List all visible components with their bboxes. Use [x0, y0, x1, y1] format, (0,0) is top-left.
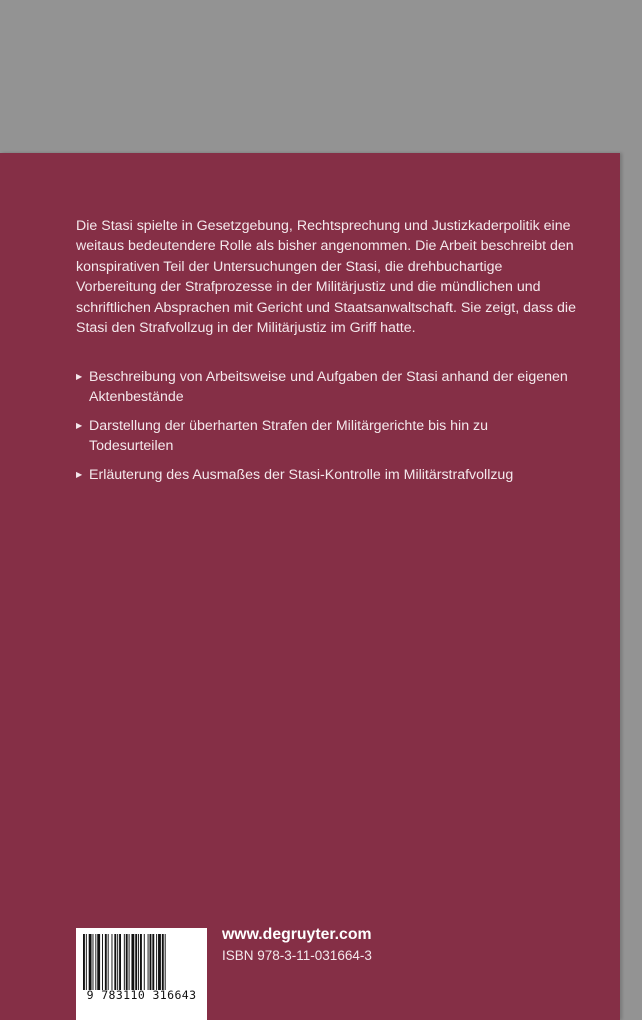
- feature-text: Darstellung der überharten Strafen der Militärgerichte bis hin zu Todesurteilen: [89, 417, 489, 455]
- website-link[interactable]: www.degruyter.com: [222, 926, 372, 943]
- feature-list: [76, 367, 576, 493]
- feature-item: [76, 416, 576, 457]
- feature-item: [76, 367, 576, 408]
- barcode-bars: [82, 934, 201, 990]
- feature-text: Beschreibung von Arbeitsweise und Aufgaben der Stasi anhand der eigenen Aktenbestände: [89, 369, 568, 406]
- blurb-text: Die Stasi spielte in Gesetzgebung, Rechtsprechung und Justizkaderpolitik eine weitaus bedeutendere Rolle als bisher angenommen. Die Arbeit beschreibt den konspirativen Teil der Untersuchungen der Stasi, die drehbuchartige Vorbereitung der Strafprozesse in der Militärjustiz und die mündlichen und schriftlichen Absprachen mit Gericht und Staatsanwaltschaft. Sie zeigt, dass die Stasi den Strafvollzug in der Militärjustiz im Griff hatte.: [76, 218, 576, 337]
- feature-item: [76, 465, 576, 485]
- triangle-right-icon: ▶: [76, 420, 83, 430]
- triangle-right-icon: ▶: [76, 372, 83, 381]
- isbn-text: ISBN 978-3-11-031664-3: [222, 948, 372, 963]
- back-cover: [0, 153, 620, 1020]
- barcode: [76, 928, 207, 1020]
- barcode-number: 9 783110 316643: [86, 988, 197, 1002]
- feature-text: Erläuterung des Ausmaßes der Stasi-Kontrolle im Militärstrafvollzug: [89, 466, 514, 483]
- triangle-right-icon: ▶: [76, 469, 83, 479]
